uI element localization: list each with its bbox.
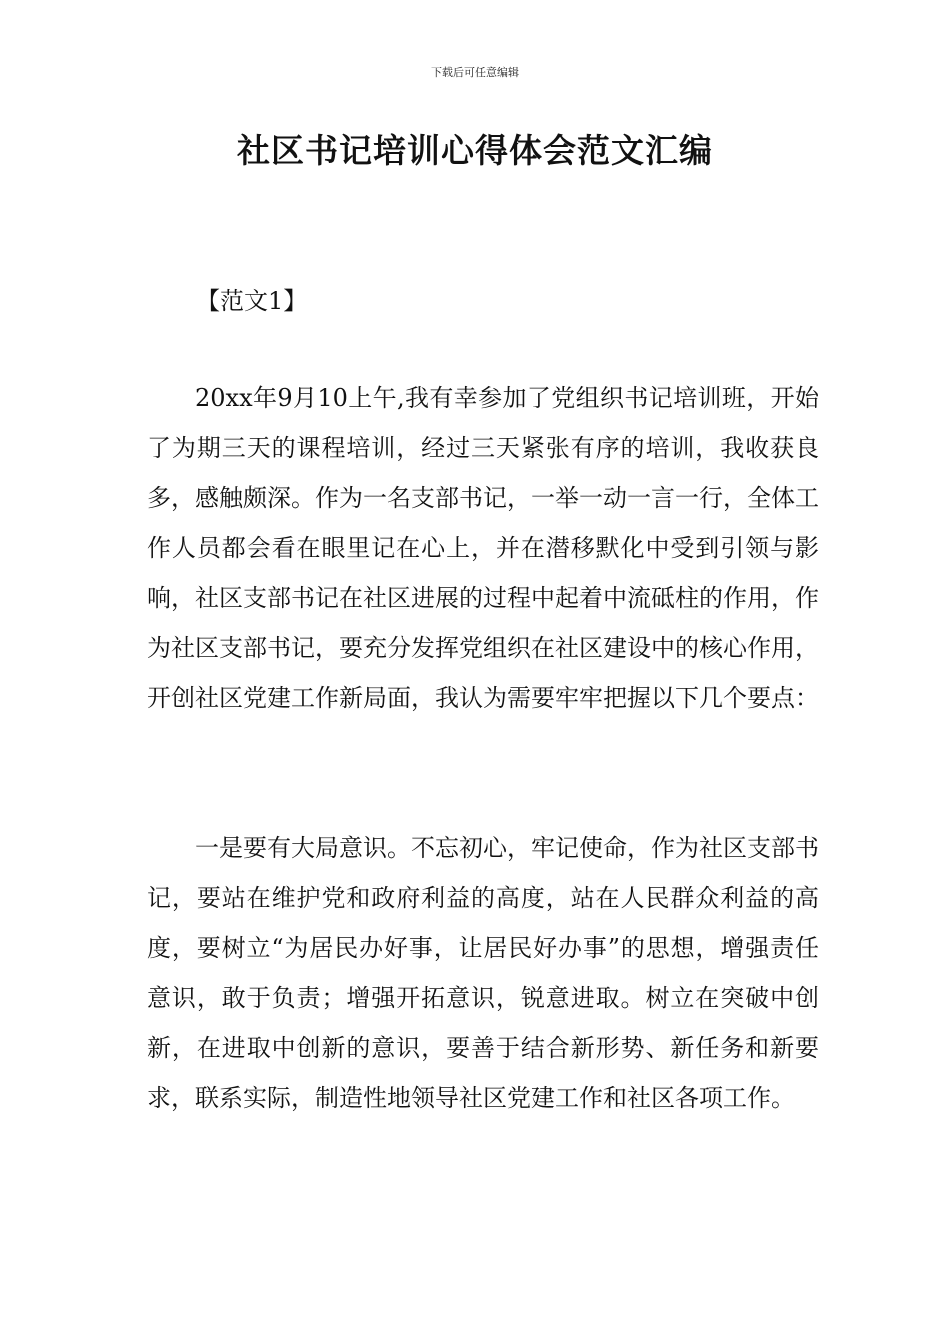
header-note: 下载后可任意编辑 bbox=[431, 66, 519, 79]
paragraph-2: 一是要有大局意识。不忘初心，牢记使命，作为社区支部书记，要站在维护党和政府利益的高度，站在人民群众利益的高度，要树立“为居民办好事，让居民好办事”的思想，增强责任意识，敢于负责；增强开拓意识，锐意进取。树立在突破中创新，在进取中创新的意识，要善于结合新形势、新任务和新要求，联系实际，制造性地领导社区党建工作和社区各项工作。 bbox=[147, 834, 819, 1112]
document-title: 社区书记培训心得体会范文汇编 bbox=[237, 131, 713, 170]
section-label: 【范文1】 bbox=[196, 287, 308, 315]
paragraph-1: 20xx年9月10上午,我有幸参加了党组织书记培训班，开始了为期三天的课程培训，经过三天紧张有序的培训，我收获良多，感触颇深。作为一名支部书记，一举一动一言一行，全体工作人员都会看在眼里记在心上，并在潜移默化中受到引领与影响，社区支部书记在社区进展的过程中起着中流砥柱的作用，作为社区支部书记，要充分发挥党组织在社区建设中的核心作用，开创社区党建工作新局面，我认为需要牢牢把握以下几个要点： bbox=[147, 384, 819, 712]
